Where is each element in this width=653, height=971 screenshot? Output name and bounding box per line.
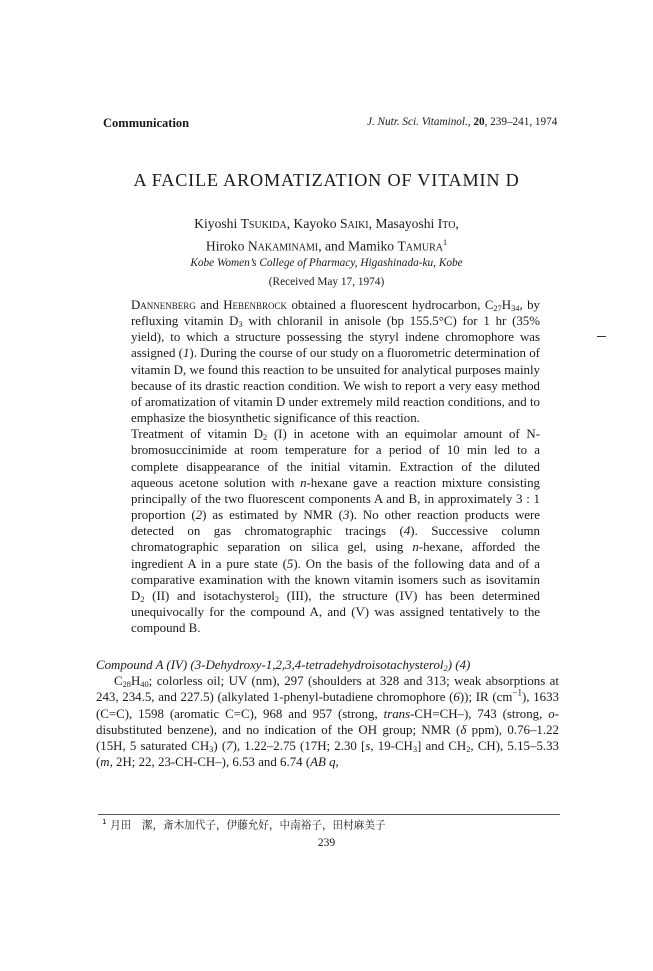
author-surname: Ito [437,216,456,231]
reference-7: 7 [226,739,233,754]
margin-mark [597,336,606,337]
page-number: 239 [317,837,336,849]
author-surname: Saiki [339,216,369,231]
author-surname: Nakaminami [247,238,319,254]
reference-1: 1 [182,346,190,361]
journal-volume: 20 [473,116,485,128]
author-line-2: Hiroko Nakaminami, and Mamiko Tamura$^1$ [205,238,448,254]
journal-name: J. Nutr. Sci. Vitaminol. [367,116,468,128]
journal-citation: J. Nutr. Sci. Vitaminol., 20, 239–241, 1974 [367,116,558,128]
received-date: (Received May 17, 1974) [268,276,385,288]
section-label: Communication [103,116,190,130]
reference-3: 3 [342,508,350,523]
author-list [0,214,653,256]
compound-data-paragraph: $C_{28}H_{40}$; colorless oil; UV (nm), 297 (shoulders at 328 and 313; weak absorptions at 243, 234.5, and 227.5) (alkylated 1-phenyl-butadiene chromophore (6)); IR $(cm^{-1})$, 1633 (C=C), 1598 (aromatic C=C), 968 and 957 (strong, trans-CH=CH–), 743 (strong, o-disubstituted benzene), and no indication of the OH group; NMR (δ ppm), 0.76–1.22 (15H, 5 saturated $CH_3$) (7), 1.22–2.75 (17H; 2.30 [s, $19-CH_3$] and $CH_2$, CH), 5.15–5.33 (m, 2H; 22, 23-CH-CH–), 6.53 and 6.74 (AB q, [96,674,559,770]
abstract-paragraph-2: Treatment of vitamin $D_2$ (I) in acetone with an equimolar amount of N-bromosuccinimide at room temperature for a period of 10 min led to a complete disappearance of the initial vitamin. Extraction of the diluted aqueous acetone solution with n-hexane gave a reaction mixture consisting principally of the two fluorescent components A and B, in approximately 3 : 1 proportion (2) as estimated by NMR (3). No other reaction products were detected on gas chromatographic tracings (4). Successive column chromatographic separation on silica gel, using n-hexane, afforded the ingredient A in a pure state (5). On the basis of the following data and of a comparative examination with the known vitamin isomers such as isovitamin $D_2$ (II) and isotachysterol$_2$ (III), the structure (IV) has been determined unequivocally for the compound A, and (V) was assigned tentatively to the compound B. [131,427,540,636]
reference-5: 5 [286,556,294,571]
footnote [102,817,386,833]
journal-pages-year: , 239–241, 1974 [484,116,558,128]
reference-6: 6 [453,690,460,705]
abstract [131,297,540,636]
compound-heading: Compound A (IV) (3-Dehydroxy-1,2,3,4-tetradehydroisotachysterol$_2$) (4) [96,658,471,674]
author-surname: Tsukida [240,216,287,231]
reference-2: 2 [195,508,203,523]
footnote-marker: 1 [443,238,448,247]
footnote-text: 月田 潔，斎木加代子，伊藤允好，中南裕子，田村麻美子 [110,819,386,832]
footnote-number: 1 [102,817,107,826]
affiliation: Kobe Women’s College of Pharmacy, Higashinada-ku, Kobe [190,257,463,269]
footnote-rule [98,814,560,815]
paper-title: A FACILE AROMATIZATION OF VITAMIN D [133,170,520,190]
body-text [96,657,559,770]
author-surname: Tamura [397,238,444,254]
reference-4: 4 [403,524,411,539]
abstract-paragraph-1: Dannenberg and Hebenbrock obtained a fluorescent hydrocarbon, $C_{27}H_{34}$, by refluxing vitamin $D_3$ with chloranil in anisole (bp 155.5°C) for 1 hr (35% yield), to which a structure possessing the styryl indene chromophore was assigned (1). During the course of our study on a fluorometric determination of vitamin D, we found this reaction to be unsuited for analytical purposes mainly because of its drastic reaction condition. We wish to report a very easy method of aromatization of vitamin D under extremely mild reaction conditions, and to emphasize the biosynthetic significance of this reaction. [131,298,540,426]
author-line-1: Kiyoshi Tsukida, Kayoko Saiki, Masayoshi Ito, [194,216,459,231]
